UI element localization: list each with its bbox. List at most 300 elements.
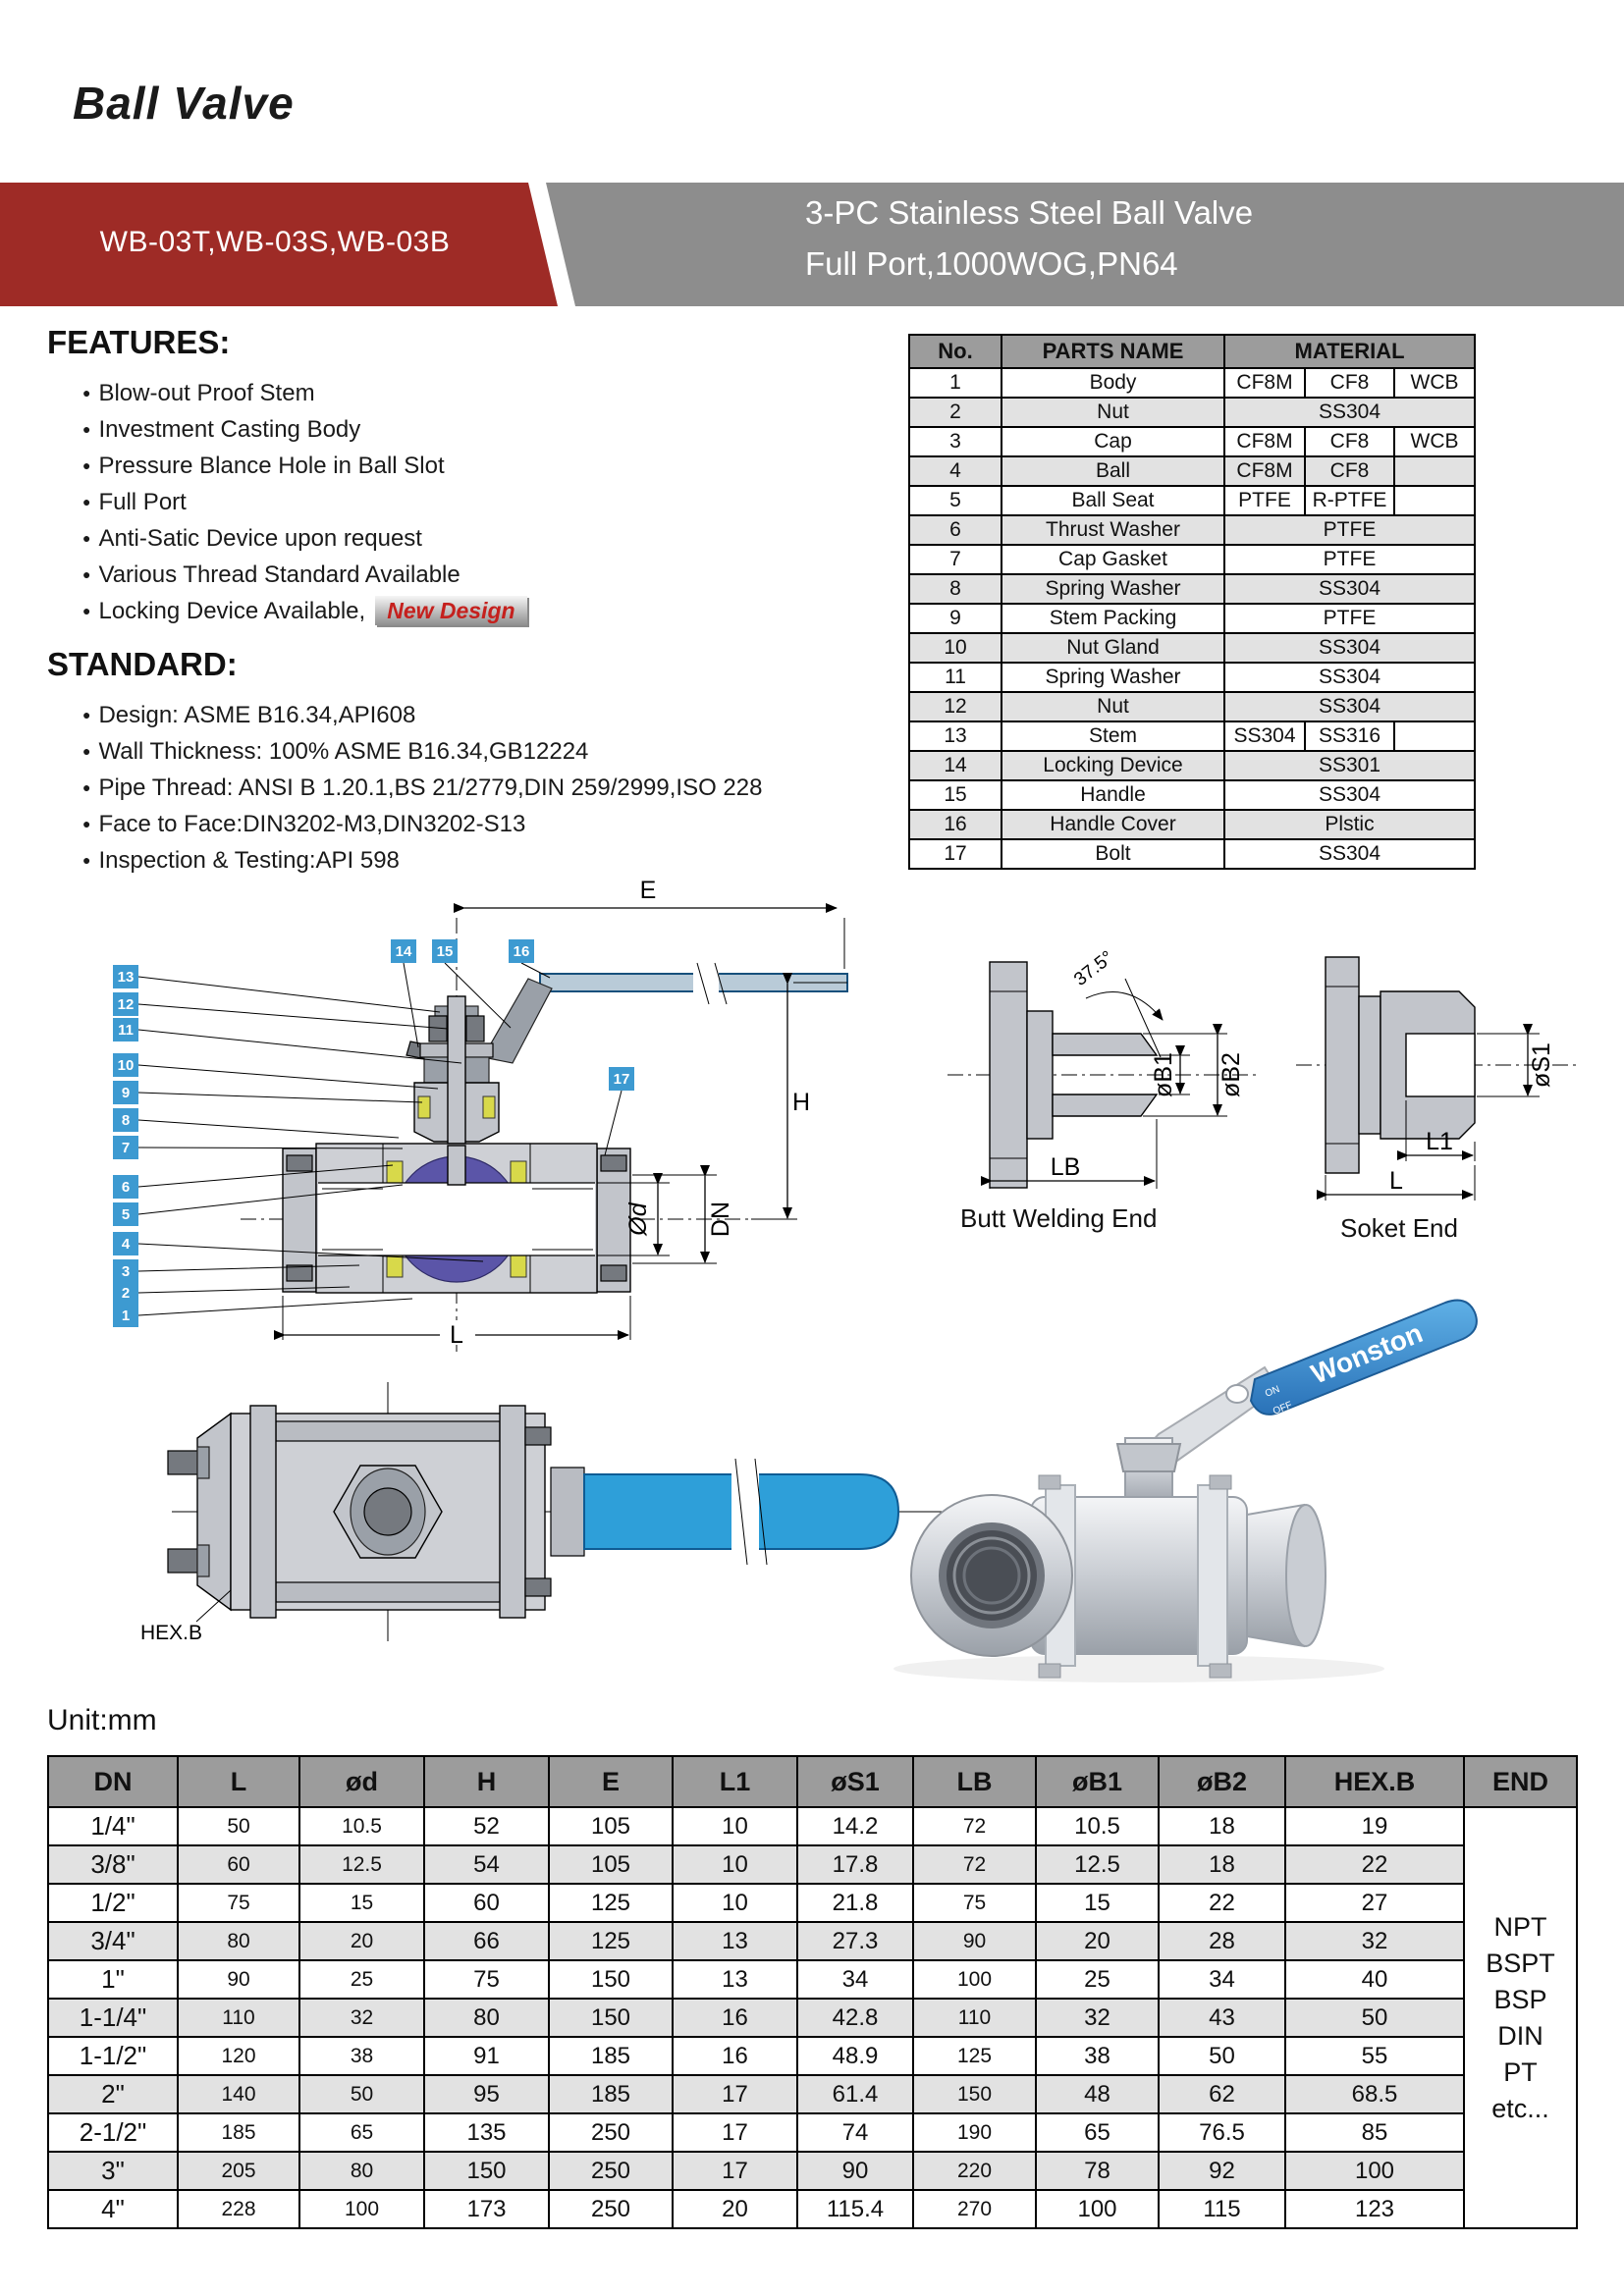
parts-table-row xyxy=(909,604,1475,633)
material-cell: R-PTFE xyxy=(1305,486,1394,515)
parts-table-row xyxy=(909,663,1475,692)
dims-cell: 1" xyxy=(48,1960,178,1999)
material-cell: CF8 xyxy=(1305,368,1394,398)
dims-cell: 2-1/2" xyxy=(48,2113,178,2152)
callout-16 xyxy=(509,939,534,963)
dims-cell: 95 xyxy=(424,2075,549,2113)
parts-table-row xyxy=(909,810,1475,839)
dims-cell: 150 xyxy=(424,2152,549,2190)
material-cell: SS304 xyxy=(1224,398,1475,427)
end-type: etc... xyxy=(1491,2093,1549,2123)
svg-text:16: 16 xyxy=(513,943,530,960)
standard-heading: STANDARD: xyxy=(47,646,238,682)
dims-header-cell: L1 xyxy=(673,1756,797,1807)
parts-cell: 5 xyxy=(909,486,1001,515)
callout-3 xyxy=(113,1259,138,1283)
list-item: ● Wall Thickness: 100% ASME B16.34,GB12224 xyxy=(82,733,833,770)
dims-cell: 50 xyxy=(178,1807,299,1845)
dims-cell: 85 xyxy=(1285,2113,1464,2152)
dims-cell: 60 xyxy=(424,1884,549,1922)
svg-text:1: 1 xyxy=(121,1308,131,1324)
dims-cell: 250 xyxy=(549,2190,673,2228)
callout-14 xyxy=(391,939,416,963)
dims-cell: 22 xyxy=(1159,1884,1285,1922)
parts-table-row xyxy=(909,515,1475,545)
dims-cell: 80 xyxy=(424,1999,549,2037)
dim-e-label: E xyxy=(639,877,657,904)
col-parts-name: PARTS NAME xyxy=(1001,335,1224,368)
unit-label: Unit:mm xyxy=(47,1704,157,1736)
dims-cell: 40 xyxy=(1285,1960,1464,1999)
svg-text:17: 17 xyxy=(613,1071,630,1088)
dims-cell: 250 xyxy=(549,2113,673,2152)
dims-cell: 110 xyxy=(913,1999,1036,2037)
dims-cell: 17 xyxy=(673,2075,797,2113)
material-cell: WCB xyxy=(1394,427,1475,456)
parts-cell: Handle xyxy=(1001,780,1224,810)
dims-cell: 48 xyxy=(1036,2075,1159,2113)
material-cell xyxy=(1394,721,1475,751)
parts-cell: 8 xyxy=(909,574,1001,604)
dims-cell: 22 xyxy=(1285,1845,1464,1884)
dims-cell: 1/2" xyxy=(48,1884,178,1922)
callout-4 xyxy=(113,1232,138,1255)
dims-cell: 92 xyxy=(1159,2152,1285,2190)
material-cell: CF8 xyxy=(1305,456,1394,486)
ball-seat xyxy=(387,1161,403,1185)
end-type: NPT xyxy=(1493,1911,1547,1942)
svg-text:12: 12 xyxy=(117,996,135,1013)
model-numbers: WB-03T,WB-03S,WB-03B xyxy=(99,226,451,258)
dims-cell: 125 xyxy=(913,2037,1036,2075)
dims-cell: 115 xyxy=(1159,2190,1285,2228)
svg-text:10: 10 xyxy=(117,1057,135,1074)
dims-cell: 52 xyxy=(424,1807,549,1845)
dims-header-cell: ød xyxy=(299,1756,424,1807)
dims-cell: 1-1/2" xyxy=(48,2037,178,2075)
list-item: ● Full Port xyxy=(82,484,636,520)
dims-cell: 100 xyxy=(1036,2190,1159,2228)
dim-l-label-socket: L xyxy=(1389,1167,1403,1195)
butt-welding-end-drawing xyxy=(933,928,1286,1237)
parts-table-row xyxy=(909,398,1475,427)
parts-cell: 15 xyxy=(909,780,1001,810)
dims-cell: 205 xyxy=(178,2152,299,2190)
callout-1 xyxy=(113,1304,138,1327)
material-cell: WCB xyxy=(1394,368,1475,398)
dims-cell: 65 xyxy=(1036,2113,1159,2152)
svg-text:13: 13 xyxy=(117,969,135,986)
dims-cell: 42.8 xyxy=(797,1999,913,2037)
dims-cell: 150 xyxy=(549,1960,673,1999)
standard-section xyxy=(47,646,833,879)
dims-table-row xyxy=(48,1960,1577,1999)
parts-cell: 7 xyxy=(909,545,1001,574)
dims-cell: 3/4" xyxy=(48,1922,178,1960)
list-item: ● Various Thread Standard Available xyxy=(82,557,636,593)
parts-cell: Cap xyxy=(1001,427,1224,456)
callout-7 xyxy=(113,1136,138,1159)
dims-cell: 27 xyxy=(1285,1884,1464,1922)
list-item: ● Investment Casting Body xyxy=(82,411,636,448)
dims-cell: 76.5 xyxy=(1159,2113,1285,2152)
parts-cell: Ball xyxy=(1001,456,1224,486)
dims-header-cell: LB xyxy=(913,1756,1036,1807)
dims-cell: 110 xyxy=(178,1999,299,2037)
dims-cell: 50 xyxy=(1285,1999,1464,2037)
end-type: PT xyxy=(1503,2056,1538,2087)
features-heading: FEATURES: xyxy=(47,324,231,360)
dims-table-row xyxy=(48,2113,1577,2152)
dims-cell: 12.5 xyxy=(299,1845,424,1884)
dims-cell: 150 xyxy=(549,1999,673,2037)
dims-cell: 17.8 xyxy=(797,1845,913,1884)
dims-cell: 20 xyxy=(673,2190,797,2228)
svg-text:8: 8 xyxy=(121,1112,131,1129)
dims-cell: 13 xyxy=(673,1960,797,1999)
dims-cell: 17 xyxy=(673,2113,797,2152)
dims-table-header-row xyxy=(48,1756,1577,1807)
material-cell: Plstic xyxy=(1224,810,1475,839)
dim-s1-label: øS1 xyxy=(1528,1042,1555,1088)
list-item-locking-device: ● Locking Device Available, New Design xyxy=(82,593,636,629)
dim-b2-label: øB2 xyxy=(1218,1052,1245,1097)
dims-cell: 10 xyxy=(673,1884,797,1922)
photo-on-label: ON xyxy=(1264,1383,1282,1400)
dims-cell: 1-1/4" xyxy=(48,1999,178,2037)
parts-cell: Bolt xyxy=(1001,839,1224,869)
material-cell: SS304 xyxy=(1224,692,1475,721)
dim-h-label: H xyxy=(791,1089,811,1116)
list-item: ● Pipe Thread: ANSI B 1.20.1,BS 21/2779,DIN 259/2999,ISO 228 xyxy=(82,770,833,806)
dims-cell: 228 xyxy=(178,2190,299,2228)
photo-brand: Wonston xyxy=(1306,1317,1428,1390)
dims-header-cell: DN xyxy=(48,1756,178,1807)
parts-cell: 6 xyxy=(909,515,1001,545)
dims-cell: 75 xyxy=(913,1884,1036,1922)
dims-cell: 20 xyxy=(299,1922,424,1960)
parts-cell: Stem Packing xyxy=(1001,604,1224,633)
valve-cross-section-drawing xyxy=(59,849,893,1364)
material-cell: SS304 xyxy=(1224,839,1475,869)
material-cell: SS304 xyxy=(1224,663,1475,692)
parts-table-row xyxy=(909,780,1475,810)
dims-header-cell: HEX.B xyxy=(1285,1756,1464,1807)
dims-cell: 16 xyxy=(673,1999,797,2037)
parts-cell: Body xyxy=(1001,368,1224,398)
dims-cell: 173 xyxy=(424,2190,549,2228)
svg-text:2: 2 xyxy=(121,1285,131,1302)
material-cell xyxy=(1394,486,1475,515)
dims-cell: 185 xyxy=(178,2113,299,2152)
end-type: DIN xyxy=(1497,2020,1543,2051)
material-cell: PTFE xyxy=(1224,515,1475,545)
parts-table-row xyxy=(909,545,1475,574)
socket-end-drawing xyxy=(1286,918,1591,1247)
dims-cell: 38 xyxy=(1036,2037,1159,2075)
dims-table-row xyxy=(48,2037,1577,2075)
callout-6 xyxy=(113,1175,138,1199)
dim-od-label: Ød xyxy=(624,1202,652,1236)
parts-cell: Spring Washer xyxy=(1001,574,1224,604)
product-photo xyxy=(844,1252,1492,1693)
dims-cell: 80 xyxy=(299,2152,424,2190)
svg-text:4: 4 xyxy=(121,1236,131,1253)
svg-text:11: 11 xyxy=(118,1022,134,1039)
parts-cell: Handle Cover xyxy=(1001,810,1224,839)
dims-table-row xyxy=(48,1807,1577,1845)
dims-cell: 185 xyxy=(549,2075,673,2113)
svg-text:15: 15 xyxy=(436,943,454,960)
svg-text:9: 9 xyxy=(121,1085,131,1101)
parts-cell: Ball Seat xyxy=(1001,486,1224,515)
end-type: BSPT xyxy=(1486,1948,1555,1978)
product-name: 3-PC Stainless Steel Ball Valve xyxy=(805,194,1254,231)
bevel-angle-label: 37.5° xyxy=(1070,946,1118,990)
callout-12 xyxy=(113,992,138,1016)
list-item: ● Face to Face:DIN3202-M3,DIN3202-S13 xyxy=(82,806,833,842)
parts-table-row xyxy=(909,692,1475,721)
dims-cell: 123 xyxy=(1285,2190,1464,2228)
dims-cell: 10 xyxy=(673,1845,797,1884)
dims-cell: 185 xyxy=(549,2037,673,2075)
material-cell: CF8M xyxy=(1224,456,1305,486)
parts-cell: 10 xyxy=(909,633,1001,663)
material-cell: SS301 xyxy=(1224,751,1475,780)
callout-2 xyxy=(113,1281,138,1305)
dims-cell: 10.5 xyxy=(1036,1807,1159,1845)
callout-13 xyxy=(113,965,138,988)
parts-cell: 12 xyxy=(909,692,1001,721)
dims-cell: 66 xyxy=(424,1922,549,1960)
dims-cell: 34 xyxy=(797,1960,913,1999)
dims-cell: 90 xyxy=(178,1960,299,1999)
dims-cell: 250 xyxy=(549,2152,673,2190)
callout-15 xyxy=(432,939,458,963)
end-types-cell xyxy=(1464,1807,1577,2228)
parts-cell: 13 xyxy=(909,721,1001,751)
dims-cell: 100 xyxy=(299,2190,424,2228)
dims-cell: 32 xyxy=(1285,1922,1464,1960)
list-item: ● Pressure Blance Hole in Ball Slot xyxy=(82,448,636,484)
dims-cell: 100 xyxy=(913,1960,1036,1999)
dims-cell: 90 xyxy=(797,2152,913,2190)
parts-table-row xyxy=(909,368,1475,398)
new-design-badge: New Design xyxy=(375,596,526,625)
product-spec: Full Port,1000WOG,PN64 xyxy=(805,245,1178,282)
dims-cell: 3/8" xyxy=(48,1845,178,1884)
dims-table-row xyxy=(48,2190,1577,2228)
parts-table-row xyxy=(909,751,1475,780)
parts-table-row xyxy=(909,721,1475,751)
list-item: ● Inspection & Testing:API 598 xyxy=(82,842,833,879)
photo-off-label: OFF xyxy=(1272,1400,1294,1417)
dims-cell: 125 xyxy=(549,1922,673,1960)
parts-cell: 4 xyxy=(909,456,1001,486)
parts-cell: Cap Gasket xyxy=(1001,545,1224,574)
parts-cell: Stem xyxy=(1001,721,1224,751)
dims-cell: 65 xyxy=(299,2113,424,2152)
material-cell: SS304 xyxy=(1224,780,1475,810)
dims-cell: 38 xyxy=(299,2037,424,2075)
material-cell: CF8M xyxy=(1224,427,1305,456)
callout-17 xyxy=(609,1067,634,1091)
material-cell: CF8 xyxy=(1305,427,1394,456)
page-title: Ball Valve xyxy=(73,78,295,129)
callout-11 xyxy=(113,1018,138,1041)
col-no: No. xyxy=(909,335,1001,368)
stem-packing xyxy=(418,1096,430,1118)
parts-cell: Nut xyxy=(1001,692,1224,721)
stem xyxy=(448,996,465,1144)
dims-cell: 32 xyxy=(299,1999,424,2037)
dims-table-row xyxy=(48,1999,1577,2037)
material-cell: PTFE xyxy=(1224,604,1475,633)
parts-cell: 1 xyxy=(909,368,1001,398)
dims-cell: 190 xyxy=(913,2113,1036,2152)
dims-cell: 55 xyxy=(1285,2037,1464,2075)
dims-cell: 50 xyxy=(1159,2037,1285,2075)
dims-cell: 32 xyxy=(1036,1999,1159,2037)
parts-table-row xyxy=(909,486,1475,515)
dims-cell: 75 xyxy=(424,1960,549,1999)
dims-cell: 72 xyxy=(913,1807,1036,1845)
material-cell xyxy=(1394,456,1475,486)
dims-cell: 27.3 xyxy=(797,1922,913,1960)
dims-cell: 25 xyxy=(299,1960,424,1999)
parts-table-row xyxy=(909,427,1475,456)
hexb-label: HEX.B xyxy=(140,1622,203,1644)
dims-cell: 21.8 xyxy=(797,1884,913,1922)
dims-cell: 1/4" xyxy=(48,1807,178,1845)
material-cell: SS304 xyxy=(1224,721,1305,751)
material-cell: PTFE xyxy=(1224,545,1475,574)
dims-cell: 48.9 xyxy=(797,2037,913,2075)
dims-cell: 115.4 xyxy=(797,2190,913,2228)
features-list xyxy=(82,375,636,629)
callout-5 xyxy=(113,1202,138,1226)
material-cell: SS304 xyxy=(1224,633,1475,663)
svg-text:7: 7 xyxy=(121,1140,131,1156)
body-bolt xyxy=(287,1155,312,1171)
dim-l-label: L xyxy=(450,1321,463,1349)
dims-cell: 100 xyxy=(1285,2152,1464,2190)
svg-text:14: 14 xyxy=(395,943,412,960)
dims-cell: 14.2 xyxy=(797,1807,913,1845)
parts-material-table xyxy=(908,334,1476,870)
material-cell: CF8M xyxy=(1224,368,1305,398)
dims-table-row xyxy=(48,1922,1577,1960)
dims-cell: 18 xyxy=(1159,1845,1285,1884)
parts-table-row xyxy=(909,839,1475,869)
dims-cell: 150 xyxy=(913,2075,1036,2113)
dim-dn-label: DN xyxy=(707,1201,734,1238)
dims-cell: 43 xyxy=(1159,1999,1285,2037)
parts-table-row xyxy=(909,574,1475,604)
dim-l1-label: L1 xyxy=(1426,1128,1453,1155)
list-item: ● Blow-out Proof Stem xyxy=(82,375,636,411)
features-section xyxy=(47,324,636,629)
col-material: MATERIAL xyxy=(1224,335,1475,368)
header-banner xyxy=(0,183,1624,306)
dim-b1-label: øB1 xyxy=(1150,1052,1177,1097)
parts-cell: 3 xyxy=(909,427,1001,456)
dims-cell: 10.5 xyxy=(299,1807,424,1845)
socket-end-caption: Soket End xyxy=(1340,1213,1458,1243)
parts-table-header-row xyxy=(909,335,1475,368)
parts-cell: Nut xyxy=(1001,398,1224,427)
dims-cell: 62 xyxy=(1159,2075,1285,2113)
dims-cell: 16 xyxy=(673,2037,797,2075)
dim-lb-label: LB xyxy=(1050,1153,1081,1181)
dims-table-row xyxy=(48,2075,1577,2113)
dims-cell: 34 xyxy=(1159,1960,1285,1999)
dims-cell: 120 xyxy=(178,2037,299,2075)
dims-cell: 78 xyxy=(1036,2152,1159,2190)
parts-cell: Spring Washer xyxy=(1001,663,1224,692)
list-item: ● Design: ASME B16.34,API608 xyxy=(82,697,833,733)
parts-table-row xyxy=(909,633,1475,663)
parts-cell: 17 xyxy=(909,839,1001,869)
dims-cell: 3" xyxy=(48,2152,178,2190)
dims-table-row xyxy=(48,2152,1577,2190)
dims-cell: 90 xyxy=(913,1922,1036,1960)
material-cell: PTFE xyxy=(1224,486,1305,515)
parts-cell: 14 xyxy=(909,751,1001,780)
dims-cell: 125 xyxy=(549,1884,673,1922)
parts-cell: 2 xyxy=(909,398,1001,427)
dims-cell: 25 xyxy=(1036,1960,1159,1999)
dims-cell: 12.5 xyxy=(1036,1845,1159,1884)
dims-table-row xyxy=(48,1884,1577,1922)
dims-header-cell: øS1 xyxy=(797,1756,913,1807)
end-type: BSP xyxy=(1493,1984,1547,2014)
dims-cell: 17 xyxy=(673,2152,797,2190)
callout-10 xyxy=(113,1053,138,1077)
dims-cell: 18 xyxy=(1159,1807,1285,1845)
dims-cell: 10 xyxy=(673,1807,797,1845)
material-cell: SS316 xyxy=(1305,721,1394,751)
dims-cell: 74 xyxy=(797,2113,913,2152)
dims-cell: 135 xyxy=(424,2113,549,2152)
dims-header-cell: øB1 xyxy=(1036,1756,1159,1807)
dims-cell: 220 xyxy=(913,2152,1036,2190)
svg-text:6: 6 xyxy=(121,1179,131,1196)
svg-text:3: 3 xyxy=(121,1263,131,1280)
dims-cell: 19 xyxy=(1285,1807,1464,1845)
parts-cell: Nut Gland xyxy=(1001,633,1224,663)
callout-9 xyxy=(113,1081,138,1104)
dims-cell: 13 xyxy=(673,1922,797,1960)
dims-cell: 105 xyxy=(549,1807,673,1845)
butt-welding-end-caption: Butt Welding End xyxy=(960,1203,1158,1233)
parts-cell: 9 xyxy=(909,604,1001,633)
dims-cell: 75 xyxy=(178,1884,299,1922)
dims-cell: 15 xyxy=(299,1884,424,1922)
dims-header-cell: øB2 xyxy=(1159,1756,1285,1807)
dims-cell: 60 xyxy=(178,1845,299,1884)
dims-cell: 105 xyxy=(549,1845,673,1884)
parts-table-row xyxy=(909,456,1475,486)
dims-cell: 4" xyxy=(48,2190,178,2228)
dims-cell: 72 xyxy=(913,1845,1036,1884)
dims-cell: 54 xyxy=(424,1845,549,1884)
parts-cell: 16 xyxy=(909,810,1001,839)
dims-cell: 15 xyxy=(1036,1884,1159,1922)
dims-cell: 50 xyxy=(299,2075,424,2113)
dims-cell: 68.5 xyxy=(1285,2075,1464,2113)
dims-header-cell: H xyxy=(424,1756,549,1807)
